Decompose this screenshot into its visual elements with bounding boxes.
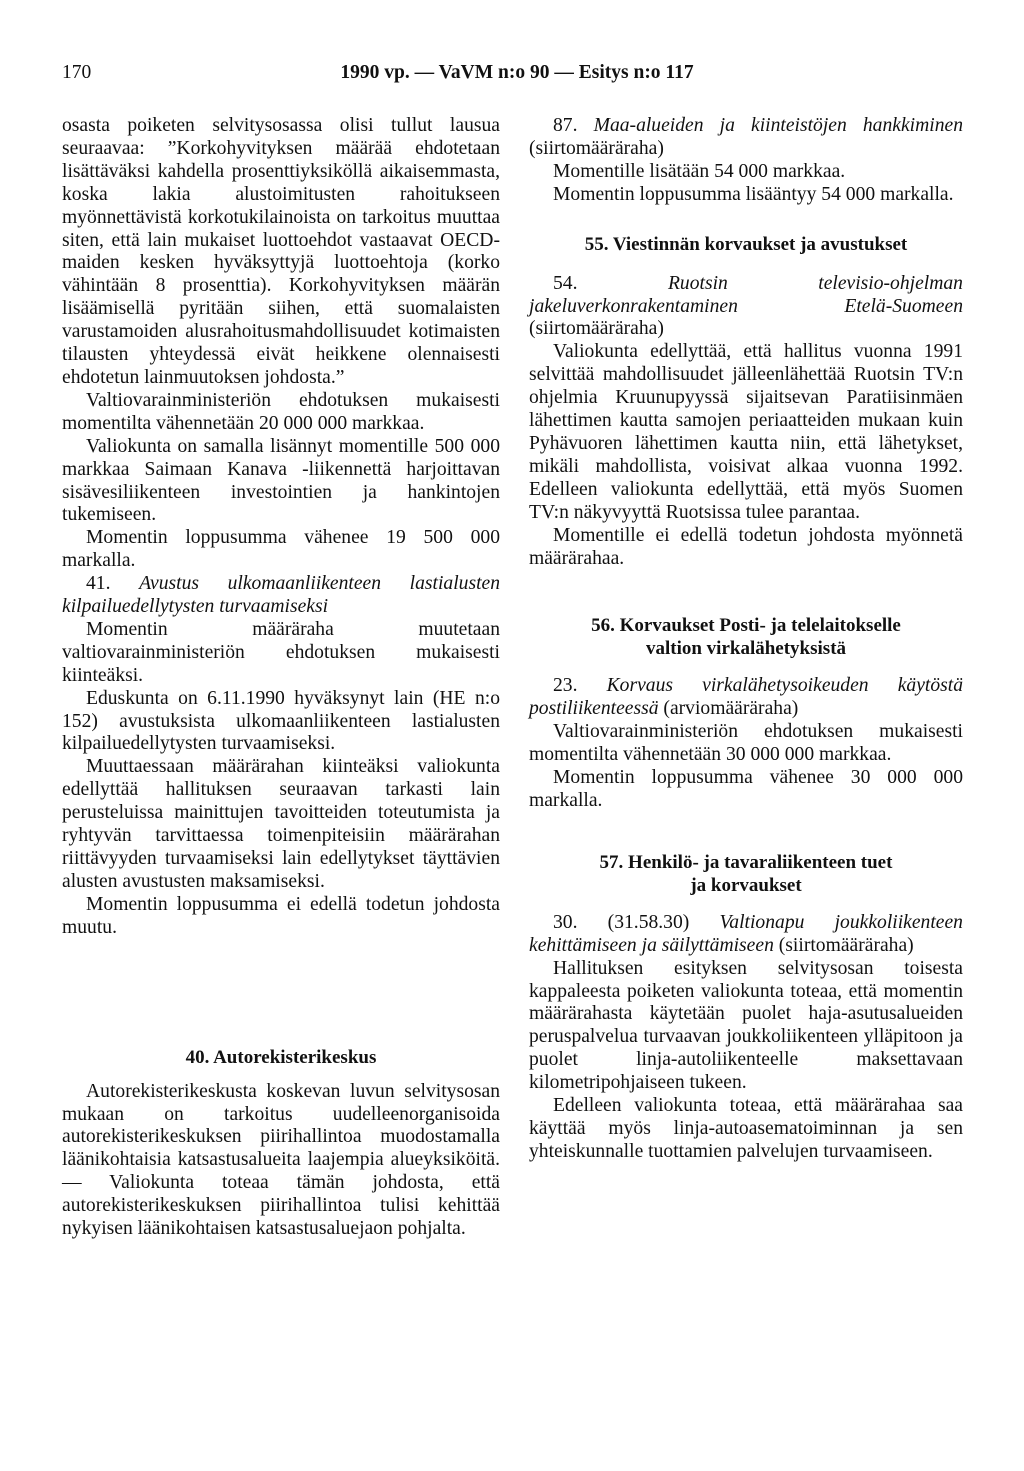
section-heading-57 [529, 851, 963, 897]
item-title: Maa-alueiden ja kiinteistöjen hankkiminen [593, 115, 963, 136]
item-title: Avustus ulkomaanliikenteen lastialusten kilpailuedellytysten turvaamiseksi [62, 573, 501, 618]
item-54-heading [529, 273, 963, 342]
paragraph: Momentin määräraha muutetaan valtiovarainministeriön ehdotuksen mukaisesti kiinteäksi. [62, 618, 500, 686]
paragraph: Momentille lisätään 54 000 markkaa. [553, 160, 846, 182]
paragraph: Momentin loppusumma vähenee 30 000 000 markalla. [529, 767, 963, 811]
item-number: 87. [553, 115, 578, 136]
section-heading-55: 55. Viestinnän korvaukset ja avustukset [584, 233, 908, 255]
paragraph: Momentin loppusumma ei edellä todetun johdosta muutu. [62, 893, 500, 938]
paragraph: Eduskunta on 6.11.1990 hyväksynyt lain (HE n:o 152) avustuksista ulkomaanliikenteen lastialusten kilpailuedellytysten turvaamiseksi. [62, 687, 500, 755]
page-number: 170 [62, 62, 92, 83]
item-number: 30. (31.58.30) [553, 911, 690, 933]
item-number: 41. [86, 573, 111, 595]
running-head: 1990 vp. — VaVM n:o 90 — Esitys n:o 117 [340, 62, 694, 83]
left-column [62, 115, 500, 1241]
heading-line: 56. Korvaukset Posti- ja telelaitokselle [591, 615, 901, 637]
page-header [62, 62, 962, 88]
paragraph: Valtiovarainministeriön ehdotuksen mukaisesti momentilta vähennetään 20 000 000 markkaa. [62, 389, 500, 434]
heading-line: ja korvaukset [690, 874, 802, 896]
item-type: (siirtomääräraha) [529, 137, 664, 159]
paragraph: Autorekisterikeskusta koskevan luvun selvitysosan mukaan on tarkoitus uudelleenorganisoida autorekisterikeskuksen piirihallintoa muodostamalla läänikohtaisia katsastusalueita laajempia alueyksiköitä. — Valiokunta toteaa tämän johdosta, että autorekisterikeskuksen piirihallintoa tulisi kehittää nykyisen läänikohtaisen katsastusaluejaon pohjalta. [62, 1080, 500, 1240]
paragraph: osasta poiketen selvitysosassa olisi tullut lausua seuraavaa: ”Korkohyvityksen määrää ehdotetaan lisättäväksi kahdella prosenttiyksiköllä aikaisemmasta, koska lakia alustoimitusten rahoitukseen myönnettävistä korkotukilainoista on tarkoitus muuttaa siten, että lain mukaiset luottoehdot vastaavat OECD-maiden kesken hyväksyttyjä luottoehtoja (korko vähintään 8 prosenttia). Korkohyvityksen määrän lisäämisellä pyritään siihen, että suomalaisten varustamoiden alusrahoitusmahdollisuudet kotimaisten tilausten yhteydessä eivät heikkene olennaisesti ehdotetun lainmuutoksen johdosta.” [62, 115, 500, 388]
paragraph: Edelleen valiokunta toteaa, että määrärahaa saa käyttää myös linja-autoasematoiminnan ja sen yhteiskunnalle tuottamien palvelujen turvaamiseen. [529, 1095, 963, 1162]
heading-line: valtion virkalähetyksistä [645, 638, 847, 660]
paragraph: Momentille ei edellä todetun johdosta myönnetä määrärahaa. [529, 524, 963, 569]
item-type: (arviomääräraha) [663, 698, 799, 720]
item-type: (siirtomääräraha) [778, 934, 914, 956]
item-type: (siirtomääräraha) [529, 318, 664, 340]
item-title: Valtionapu joukkoliikenteen kehittämiseen ja säilyttämiseen [529, 911, 963, 956]
paragraph: Valiokunta on samalla lisännyt momentille 500 000 markkaa Saimaan Kanava -liikennettä harjoittavan sisävesiliikenteen investointien ja hankintojen tukemiseen. [62, 435, 500, 526]
item-title: Korvaus virkalähetysoikeuden käytöstä postiliikenteessä [529, 675, 963, 720]
paragraph: Muuttaessaan määrärahan kiinteäksi valiokunta edellyttää hallituksen seuraavan tarkasti lain perusteluissa mainittujen tavoitteiden toteutumista ja ryhtyvän tarvittaessa toimenpiteisiin määrärahan riittävyyden turvaamiseksi lain edellytykset täyttävien alusten avustusten maksamiseksi. [62, 756, 500, 892]
item-number: 54. [553, 272, 578, 294]
paragraph: Valiokunta edellyttää, että hallitus vuonna 1991 selvittää mahdollisuudet jälleenlähettää Ruotsin TV:n ohjelmia Kruunupyyssä sijaitsevan Paratiisinmäen lähettimen kautta samojen periaatteiden mukaan kuin Pyhävuoren lähettimen kautta niin, että lähetykset, mikäli mahdollista, voisivat alkaa vuonna 1992. Edelleen valiokunta edellyttää, että myös Suomen TV:n näkyvyyttä Ruotsissa tulee parantaa. [529, 341, 963, 523]
item-title: Ruotsin televisio-ohjelman jakeluverkonrakentaminen Etelä-Suomeen [529, 272, 963, 317]
paragraph: Momentin loppusumma lisääntyy 54 000 markalla. [553, 183, 954, 205]
item-41-heading [62, 573, 500, 619]
section-heading-40: 40. Autorekisterikeskus [185, 1046, 377, 1068]
right-column [529, 115, 963, 1164]
section-heading-56 [529, 614, 963, 660]
heading-line: 57. Henkilö- ja tavaraliikenteen tuet [599, 851, 893, 873]
item-23-heading [529, 675, 963, 721]
item-number: 23. [553, 675, 578, 697]
paragraph: Valtiovarainministeriön ehdotuksen mukaisesti momentilta vähennetään 30 000 000 markkaa. [529, 721, 963, 766]
item-87-heading [529, 115, 963, 161]
paragraph: Hallituksen esityksen selvitysosan toisesta kappaleesta poiketen valiokunta toteaa, että momentin määrärahasta käytetään puolet haja-asutusalueiden peruspalvelua turvaavan joukkoliikenteen ylläpitoon ja puolet linja-autoliikenteelle maksettavaan kilometripohjaiseen tukeen. [529, 957, 963, 1094]
item-30-heading [529, 912, 963, 958]
paragraph: Momentin loppusumma vähenee 19 500 000 markalla. [62, 527, 500, 572]
